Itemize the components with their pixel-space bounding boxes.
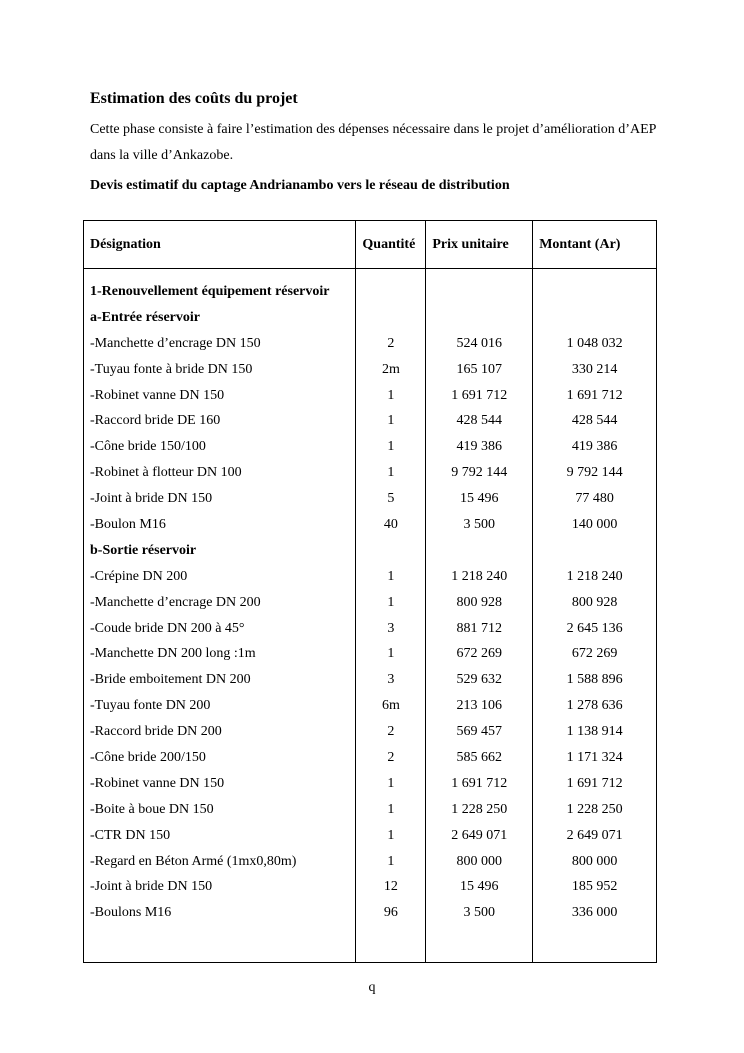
cell-montant: 1 228 250 bbox=[533, 797, 657, 823]
cell-prix-unitaire: 419 386 bbox=[426, 434, 533, 460]
intro-paragraph: Cette phase consiste à faire l’estimation des dépenses nécessaire dans le projet d’amélioration d’AEP dans la ville d’Ankazobe. bbox=[90, 122, 656, 163]
table-header-row bbox=[84, 221, 657, 269]
cell-quantite: 2m bbox=[356, 357, 426, 383]
cell-prix-unitaire: 1 691 712 bbox=[426, 383, 533, 409]
cell-designation: -Bride emboitement DN 200 bbox=[84, 667, 356, 693]
cell-designation: -Manchette d’encrage DN 150 bbox=[84, 331, 356, 357]
cell-prix-unitaire: 15 496 bbox=[426, 486, 533, 512]
cell-designation: -Robinet vanne DN 150 bbox=[84, 383, 356, 409]
cell-montant: 140 000 bbox=[533, 512, 657, 538]
cell-designation: -Boite à boue DN 150 bbox=[84, 797, 356, 823]
cell-prix-unitaire: 2 649 071 bbox=[426, 823, 533, 849]
cell-quantite: 12 bbox=[356, 874, 426, 900]
cell-designation: -Joint à bride DN 150 bbox=[84, 874, 356, 900]
cell-montant: 1 138 914 bbox=[533, 719, 657, 745]
cell-designation: -Robinet à flotteur DN 100 bbox=[84, 460, 356, 486]
cell-quantite: 1 bbox=[356, 797, 426, 823]
cell-quantite: 1 bbox=[356, 434, 426, 460]
cell-prix-unitaire: 585 662 bbox=[426, 745, 533, 771]
cell-quantite: 2 bbox=[356, 745, 426, 771]
cell-prix-unitaire: 9 792 144 bbox=[426, 460, 533, 486]
table-row bbox=[84, 486, 657, 512]
cell-montant: 330 214 bbox=[533, 357, 657, 383]
cell-montant: 2 649 071 bbox=[533, 823, 657, 849]
cell-quantite: 1 bbox=[356, 771, 426, 797]
cell-montant: 2 645 136 bbox=[533, 616, 657, 642]
cell-designation: -Tuyau fonte DN 200 bbox=[84, 693, 356, 719]
cell-quantite: 1 bbox=[356, 564, 426, 590]
cell-designation: -Regard en Béton Armé (1mx0,80m) bbox=[84, 849, 356, 875]
col-designation: Désignation bbox=[84, 221, 356, 269]
cell-prix-unitaire: 1 228 250 bbox=[426, 797, 533, 823]
cell-prix-unitaire: 3 500 bbox=[426, 900, 533, 926]
cost-estimate-table bbox=[83, 220, 657, 963]
cell-quantite: 1 bbox=[356, 590, 426, 616]
cell-montant: 1 691 712 bbox=[533, 383, 657, 409]
cell-quantite: 1 bbox=[356, 849, 426, 875]
cell-designation: -Boulons M16 bbox=[84, 900, 356, 926]
cell-quantite: 1 bbox=[356, 460, 426, 486]
table-row bbox=[84, 874, 657, 900]
cell-quantite: 3 bbox=[356, 616, 426, 642]
table-row bbox=[84, 849, 657, 875]
cell-montant: 800 928 bbox=[533, 590, 657, 616]
cell-designation: -Boulon M16 bbox=[84, 512, 356, 538]
col-montant: Montant (Ar) bbox=[533, 221, 657, 269]
cell-quantite: 6m bbox=[356, 693, 426, 719]
cell-quantite: 40 bbox=[356, 512, 426, 538]
table-row bbox=[84, 719, 657, 745]
col-prix-unitaire: Prix unitaire bbox=[426, 221, 533, 269]
cell-prix-unitaire: 1 691 712 bbox=[426, 771, 533, 797]
cell-montant: 1 048 032 bbox=[533, 331, 657, 357]
cell-montant: 428 544 bbox=[533, 408, 657, 434]
page-number: q bbox=[368, 980, 376, 995]
table-row bbox=[84, 745, 657, 771]
table-row bbox=[84, 823, 657, 849]
group-b-label: b-Sortie réservoir bbox=[84, 538, 356, 564]
cell-prix-unitaire: 672 269 bbox=[426, 641, 533, 667]
cell-montant: 1 691 712 bbox=[533, 771, 657, 797]
section-row bbox=[84, 279, 657, 305]
cell-designation: -Raccord bride DN 200 bbox=[84, 719, 356, 745]
table-row bbox=[84, 408, 657, 434]
cell-designation: -Manchette d’encrage DN 200 bbox=[84, 590, 356, 616]
table-row bbox=[84, 434, 657, 460]
group-a-label: a-Entrée réservoir bbox=[84, 305, 356, 331]
cell-prix-unitaire: 881 712 bbox=[426, 616, 533, 642]
cell-montant: 419 386 bbox=[533, 434, 657, 460]
cell-quantite: 1 bbox=[356, 823, 426, 849]
table-row bbox=[84, 590, 657, 616]
cell-designation: -Robinet vanne DN 150 bbox=[84, 771, 356, 797]
table-row bbox=[84, 693, 657, 719]
group-row bbox=[84, 538, 657, 564]
cell-designation: -Crépine DN 200 bbox=[84, 564, 356, 590]
cell-designation: -Raccord bride DE 160 bbox=[84, 408, 356, 434]
cell-prix-unitaire: 1 218 240 bbox=[426, 564, 533, 590]
cell-designation: -Cône bride 200/150 bbox=[84, 745, 356, 771]
cell-prix-unitaire: 529 632 bbox=[426, 667, 533, 693]
cell-quantite: 2 bbox=[356, 719, 426, 745]
cell-designation: -Tuyau fonte à bride DN 150 bbox=[84, 357, 356, 383]
cell-montant: 77 480 bbox=[533, 486, 657, 512]
cell-quantite: 1 bbox=[356, 408, 426, 434]
cell-prix-unitaire: 800 000 bbox=[426, 849, 533, 875]
cell-prix-unitaire: 800 928 bbox=[426, 590, 533, 616]
cell-montant: 336 000 bbox=[533, 900, 657, 926]
cell-quantite: 1 bbox=[356, 641, 426, 667]
table-row bbox=[84, 460, 657, 486]
cell-montant: 1 588 896 bbox=[533, 667, 657, 693]
cell-designation: -Coude bride DN 200 à 45° bbox=[84, 616, 356, 642]
cell-designation: -Joint à bride DN 150 bbox=[84, 486, 356, 512]
table-row bbox=[84, 512, 657, 538]
cell-montant: 800 000 bbox=[533, 849, 657, 875]
page-title: Estimation des coûts du projet bbox=[90, 90, 298, 107]
cell-prix-unitaire: 524 016 bbox=[426, 331, 533, 357]
section-label: 1-Renouvellement équipement réservoir bbox=[84, 279, 356, 305]
cell-designation: -CTR DN 150 bbox=[84, 823, 356, 849]
cell-prix-unitaire: 3 500 bbox=[426, 512, 533, 538]
cell-prix-unitaire: 569 457 bbox=[426, 719, 533, 745]
table-row bbox=[84, 564, 657, 590]
group-row bbox=[84, 305, 657, 331]
table-row bbox=[84, 797, 657, 823]
filler-row bbox=[84, 926, 657, 962]
table-row bbox=[84, 667, 657, 693]
cell-montant: 1 278 636 bbox=[533, 693, 657, 719]
cell-prix-unitaire: 428 544 bbox=[426, 408, 533, 434]
cell-designation: -Manchette DN 200 long :1m bbox=[84, 641, 356, 667]
cell-quantite: 5 bbox=[356, 486, 426, 512]
cell-designation: -Cône bride 150/100 bbox=[84, 434, 356, 460]
cell-prix-unitaire: 165 107 bbox=[426, 357, 533, 383]
table-row bbox=[84, 616, 657, 642]
table-row bbox=[84, 900, 657, 926]
cell-quantite: 2 bbox=[356, 331, 426, 357]
cell-montant: 672 269 bbox=[533, 641, 657, 667]
table-row bbox=[84, 357, 657, 383]
cell-quantite: 96 bbox=[356, 900, 426, 926]
cell-quantite: 3 bbox=[356, 667, 426, 693]
table-row bbox=[84, 331, 657, 357]
cell-montant: 185 952 bbox=[533, 874, 657, 900]
table-title: Devis estimatif du captage Andrianambo vers le réseau de distribution bbox=[90, 178, 510, 193]
table-row bbox=[84, 641, 657, 667]
col-quantite: Quantité bbox=[356, 221, 426, 269]
table-row bbox=[84, 771, 657, 797]
cell-montant: 9 792 144 bbox=[533, 460, 657, 486]
cell-montant: 1 171 324 bbox=[533, 745, 657, 771]
cell-montant: 1 218 240 bbox=[533, 564, 657, 590]
cell-prix-unitaire: 15 496 bbox=[426, 874, 533, 900]
cell-prix-unitaire: 213 106 bbox=[426, 693, 533, 719]
spacer-row bbox=[84, 269, 657, 280]
cell-quantite: 1 bbox=[356, 383, 426, 409]
table-row bbox=[84, 383, 657, 409]
